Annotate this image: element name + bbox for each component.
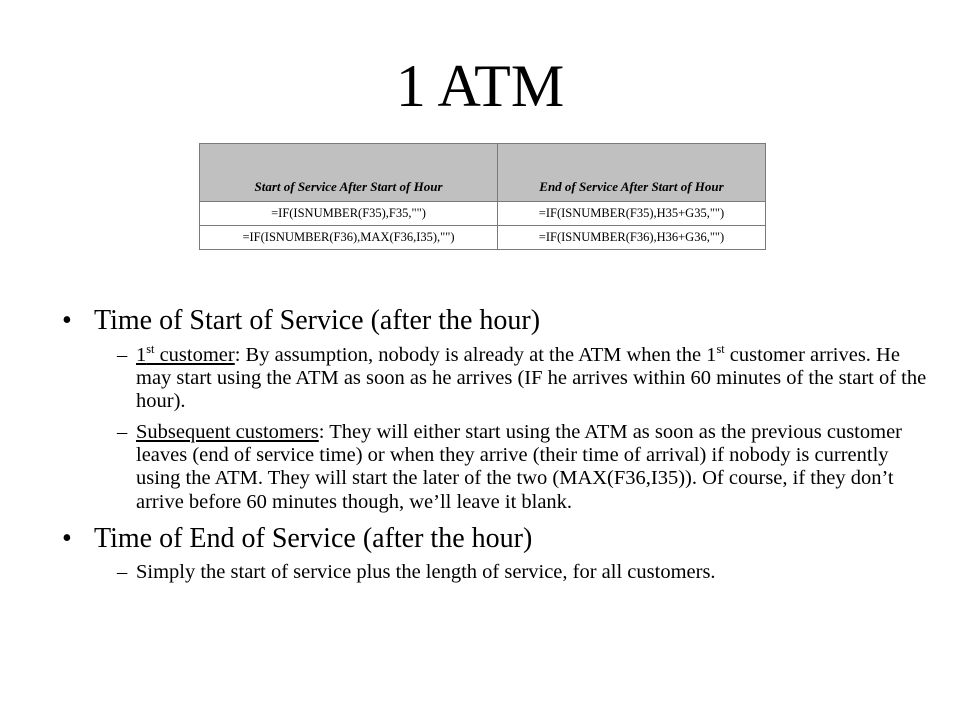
- sub-bullet-list: [62, 341, 932, 514]
- slide-title: 1 ATM: [395, 53, 565, 119]
- table-cell: =IF(ISNUMBER(F36),H36+G36,""): [498, 226, 766, 250]
- bullet-text: Time of Start of Service (after the hour): [94, 305, 541, 336]
- table-cell: =IF(ISNUMBER(F35),H35+G35,""): [498, 202, 766, 226]
- table-header-row: [200, 144, 766, 202]
- table-header-cell: End of Service After Start of Hour: [498, 144, 766, 202]
- bullet-item: [62, 304, 932, 338]
- table-cell: =IF(ISNUMBER(F36),MAX(F36,I35),""): [200, 226, 498, 250]
- bullet-text: Time of End of Service (after the hour): [94, 522, 533, 554]
- sub-bullet-item: [62, 341, 932, 413]
- table-row: [200, 226, 766, 250]
- label-rest: customer: [154, 343, 235, 366]
- table-row: [200, 202, 766, 226]
- dash-marker: –: [117, 561, 128, 584]
- dash-marker: –: [117, 343, 128, 366]
- sub-bullet-item: [62, 561, 932, 584]
- bullet-marker: •: [62, 305, 72, 336]
- dash-marker: –: [117, 421, 128, 444]
- label-superscript: st: [146, 341, 155, 356]
- sub-bullet-text-cont: customer arrives. He may start using the ATM as soon as he arrives (IF he arrives within 60 minutes of the start of the hour).: [136, 343, 927, 412]
- sub-bullet-text: Simply the start of service plus the length of service, for all customers.: [136, 561, 716, 584]
- sub-bullet-text: : By assumption, nobody is already at the ATM when the 1: [234, 343, 717, 366]
- label-ordinal: 1: [136, 343, 147, 366]
- bullet-list: [62, 304, 932, 592]
- text-superscript: st: [716, 341, 725, 356]
- bullet-item: [62, 522, 932, 556]
- table-header-cell: Start of Service After Start of Hour: [200, 144, 498, 202]
- sub-bullet-label: Subsequent customers: [136, 421, 319, 444]
- sub-bullet-text: : They will either start using the ATM as soon as the previous customer leaves (end of service time) or when they arrive (their time of arrival) if nobody is currently using the ATM. They will start the later of the two (MAX(F36,I35)). Of course, if they don’t arrive before 60 minutes though, we’ll leave it blank.: [136, 421, 902, 513]
- table-cell: =IF(ISNUMBER(F35),F35,""): [200, 202, 498, 226]
- sub-bullet-label: [136, 341, 235, 366]
- bullet-marker: •: [62, 522, 72, 554]
- formula-table: [199, 143, 766, 250]
- sub-bullet-list: [62, 561, 932, 584]
- sub-bullet-item: [62, 421, 932, 514]
